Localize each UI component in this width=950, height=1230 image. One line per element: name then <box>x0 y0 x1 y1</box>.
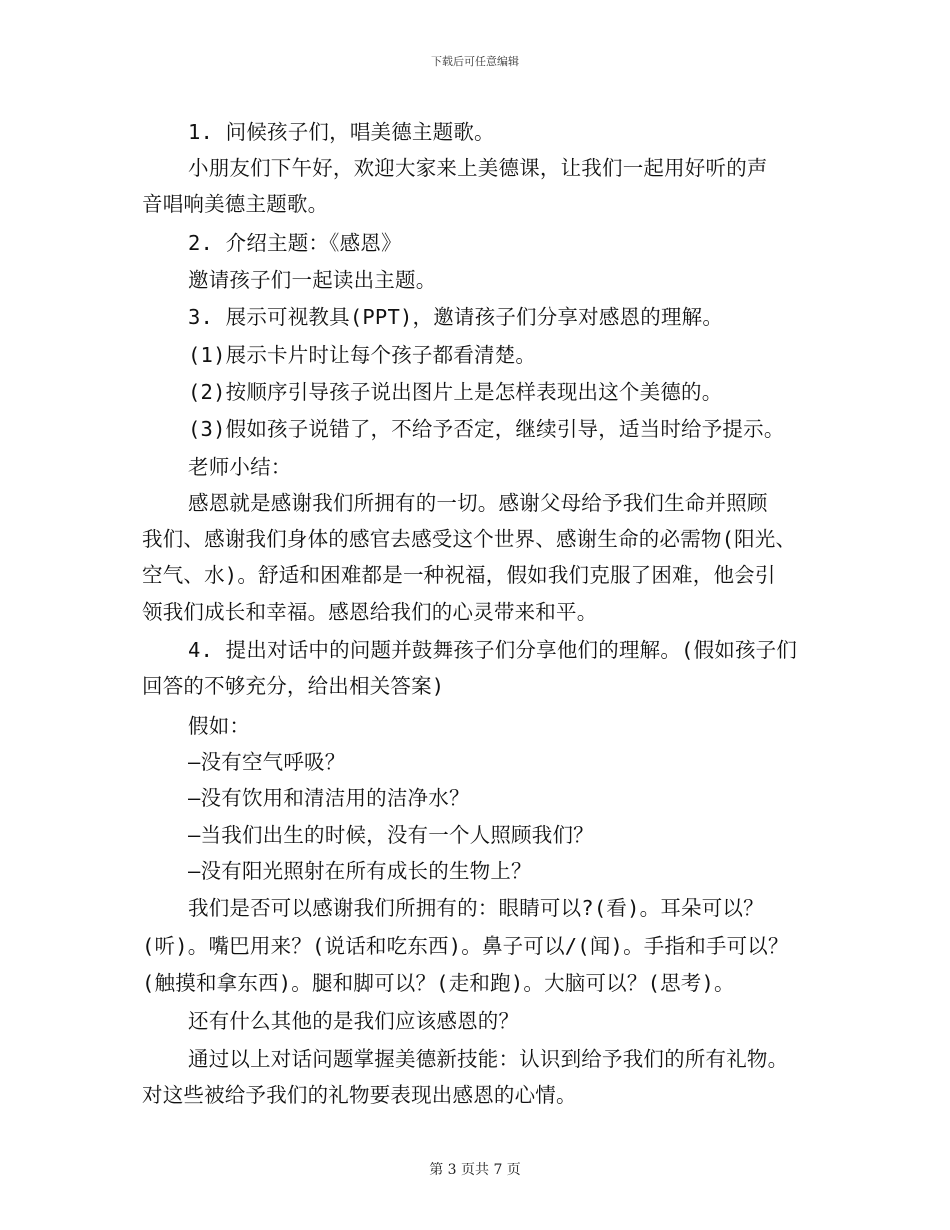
paragraph-line: 我们是否可以感谢我们所拥有的：眼睛可以?(看)。耳朵可以？ <box>188 896 764 920</box>
paragraph-line: 假如： <box>188 714 251 738</box>
sub-item-2: (2)按顺序引导孩子说出图片上是怎样表现出这个美德的。 <box>188 380 723 404</box>
paragraph-line: 回答的不够充分，给出相关答案) <box>142 674 445 698</box>
paragraph-line: 音唱响美德主题歌。 <box>142 192 329 216</box>
item-1-heading: 1. 问候孩子们，唱美德主题歌。 <box>188 120 495 144</box>
question-line: —没有饮用和清洁用的洁净水？ <box>188 786 470 810</box>
paragraph-line: 我们、感谢我们身体的感官去感受这个世界、感谢生命的必需物(阳光、 <box>142 527 797 551</box>
paragraph-line: 空气、水)。舒适和困难都是一种祝福，假如我们克服了困难，他会引 <box>142 563 776 587</box>
paragraph-line: 还有什么其他的是我们应该感恩的？ <box>188 1009 520 1033</box>
question-line: —当我们出生的时候，没有一个人照顾我们？ <box>188 823 594 847</box>
summary-heading: 老师小结： <box>188 455 292 479</box>
item-4-heading: 4. 提出对话中的问题并鼓舞孩子们分享他们的理解。(假如孩子们 <box>188 638 798 662</box>
paragraph-line: 小朋友们下午好，欢迎大家来上美德课，让我们一起用好听的声 <box>188 156 768 180</box>
paragraph-line: 邀请孩子们一起读出主题。 <box>188 268 437 292</box>
paragraph-line: 通过以上对话问题掌握美德新技能：认识到给予我们的所有礼物。 <box>188 1047 789 1071</box>
sub-item-3: (3)假如孩子说错了，不给予否定，继续引导，适当时给予提示。 <box>188 417 785 441</box>
item-3-heading: 3. 展示可视教具(PPT)，邀请孩子们分享对感恩的理解。 <box>188 305 724 329</box>
paragraph-line: (听)。嘴巴用来？(说话和吃东西)。鼻子可以/(闻)。手指和手可以？ <box>142 934 789 958</box>
paragraph-line: 领我们成长和幸福。感恩给我们的心灵带来和平。 <box>142 600 598 624</box>
page-footer: 第 3 页共 7 页 <box>429 1162 521 1178</box>
paragraph-line: (触摸和拿东西)。腿和脚可以？(走和跑)。大脑可以？(思考)。 <box>142 971 735 995</box>
paragraph-line: 对这些被给予我们的礼物要表现出感恩的心情。 <box>142 1083 577 1107</box>
sub-item-1: (1)展示卡片时让每个孩子都看清楚。 <box>188 343 537 367</box>
paragraph-line: 感恩就是感谢我们所拥有的一切。感谢父母给予我们生命并照顾 <box>188 491 768 515</box>
question-line: —没有空气呼吸？ <box>188 750 346 774</box>
item-2-heading: 2. 介绍主题：《感恩》 <box>188 231 402 255</box>
page-header: 下载后可任意编辑 <box>431 55 519 68</box>
question-line: —没有阳光照射在所有成长的生物上？ <box>188 859 532 883</box>
